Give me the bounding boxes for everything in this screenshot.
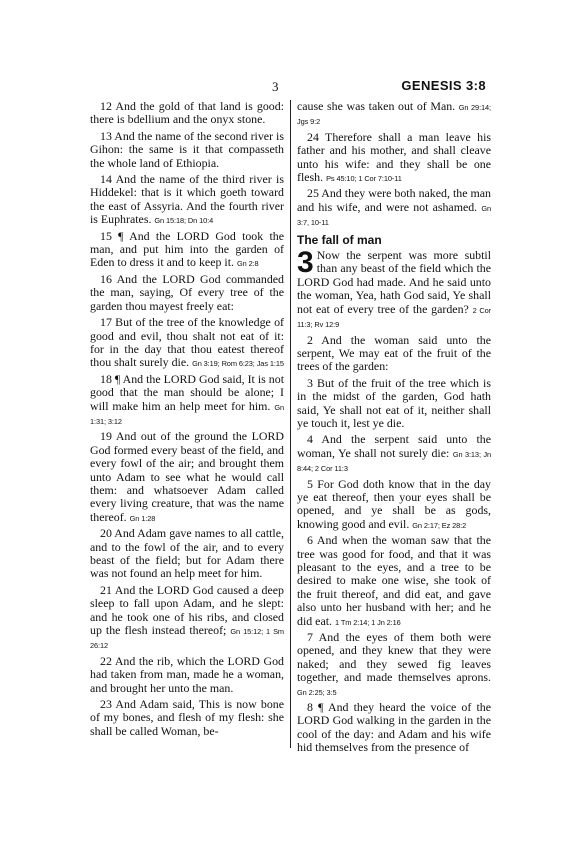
verse-22: 22 And the rib, which the LORD God had taken from man, made he a woman, and brought her unto the man. [90, 653, 284, 695]
verse-17: 17 But of the tree of the knowledge of good and evil, thou shalt not eat of it: for in the day that thou eatest thereof thou shalt surely die. Gn 3:19; Rom 6:23; Jas 1:15 [90, 315, 284, 370]
verse-16: 16 And the LORD God commanded the man, saying, Of every tree of the garden thou mayest freely eat: [90, 271, 284, 313]
verse-19: 19 And out of the ground the LORD God formed every beast of the field, and every fowl of the air; and brought them unto Adam to see what he would call them: and whatsoever Adam called every living creature, that was the name thereof. Gn 1:28 [90, 429, 284, 524]
verse-23: 23 And Adam said, This is now bone of my bones, and flesh of my flesh: she shall be called Woman, be- [90, 697, 284, 738]
verse-13: 13 And the name of the second river is Gihon: the same is it that compasseth the whole land of Ethiopia. [90, 128, 284, 170]
chapter-3-verse-1: 3 Now the serpent was more subtil than any beast of the field which the LORD God had made. And he said unto the woman, Yea, hath God said, Ye shall not eat of every tree of the garden? 2 Cor 11:3; Rv 12:9 [297, 246, 491, 330]
verse-3-8: 8 ¶ And they heard the voice of the LORD God walking in the garden in the cool of the day: and Adam and his wife hid themselves from the presence of [297, 700, 491, 755]
chapter-number: 3 [297, 246, 314, 280]
section-heading: The fall of man [297, 232, 382, 247]
verse-14: 14 And the name of the third river is Hiddekel: that is it which goeth toward the east of Assyria. And the fourth river is Euphrates. Gn 15:18; Dn 10:4 [90, 172, 284, 227]
verse-15: 15 ¶ And the LORD God took the man, and put him into the garden of Eden to dress it and to keep it. Gn 2:8 [90, 228, 284, 270]
left-column [90, 100, 284, 741]
verse-23-continued: cause she was taken out of Man. Gn 29:14; Jgs 9:2 [297, 99, 491, 127]
verse-3-7: 7 And the eyes of them both were opened, and they knew that they were naked; and they sewed fig leaves together, and made themselves aprons. Gn 2:25; 3:5 [297, 630, 491, 697]
verse-3-3: 3 But of the fruit of the tree which is in the midst of the garden, God hath said, Ye shall not eat of it, neither shall ye touch it, lest ye die. [297, 375, 491, 430]
verse-18: 18 ¶ And the LORD God said, It is not good that the man should be alone; I will make him an help meet for him. Gn 1:31; 3:12 [90, 371, 284, 426]
verse-3-2: 2 And the woman said unto the serpent, We may eat of the fruit of the trees of the garden: [297, 332, 491, 374]
verse-21: 21 And the LORD God caused a deep sleep to fall upon Adam, and he slept: and he took one of his ribs, and closed up the flesh instead thereof; Gn 15:12; 1 Sm 26:12 [90, 582, 284, 651]
verse-3-6: 6 And when the woman saw that the tree was good for food, and that it was pleasant to the eyes, and a tree to be desired to make one wise, she took of the fruit thereof, and did eat, and gave also unto her husband with her; and he did eat. 1 Tm 2:14; 1 Jn 2:16 [297, 533, 491, 628]
verse-3-5: 5 For God doth know that in the day ye eat thereof, then your eyes shall be opened, and ye shall be as gods, knowing good and evil. Gn 2:17; Ez 28:2 [297, 476, 491, 531]
column-divider [290, 100, 291, 748]
verse-3-4: 4 And the serpent said unto the woman, Ye shall not surely die: Gn 3:13; Jn 8:44; 2 Cor 11:3 [297, 432, 491, 474]
verse-20: 20 And Adam gave names to all cattle, and to the fowl of the air, and to every beast of the field; but for Adam there was not found an help meet for him. [90, 526, 284, 581]
verse-24: 24 Therefore shall a man leave his father and his mother, and shall cleave unto his wife: and they shall be one flesh. Ps 45:10; 1 Cor 7:10-11 [297, 129, 491, 185]
verse-25: 25 And they were both naked, the man and his wife, and were not ashamed. Gn 3:7, 10-11 [297, 186, 491, 228]
verse-12: 12 And the gold of that land is good: there is bdellium and the onyx stone. [90, 99, 284, 127]
page-number: 3 [272, 79, 279, 94]
right-column [297, 100, 491, 758]
running-head: GENESIS 3:8 [401, 78, 486, 93]
